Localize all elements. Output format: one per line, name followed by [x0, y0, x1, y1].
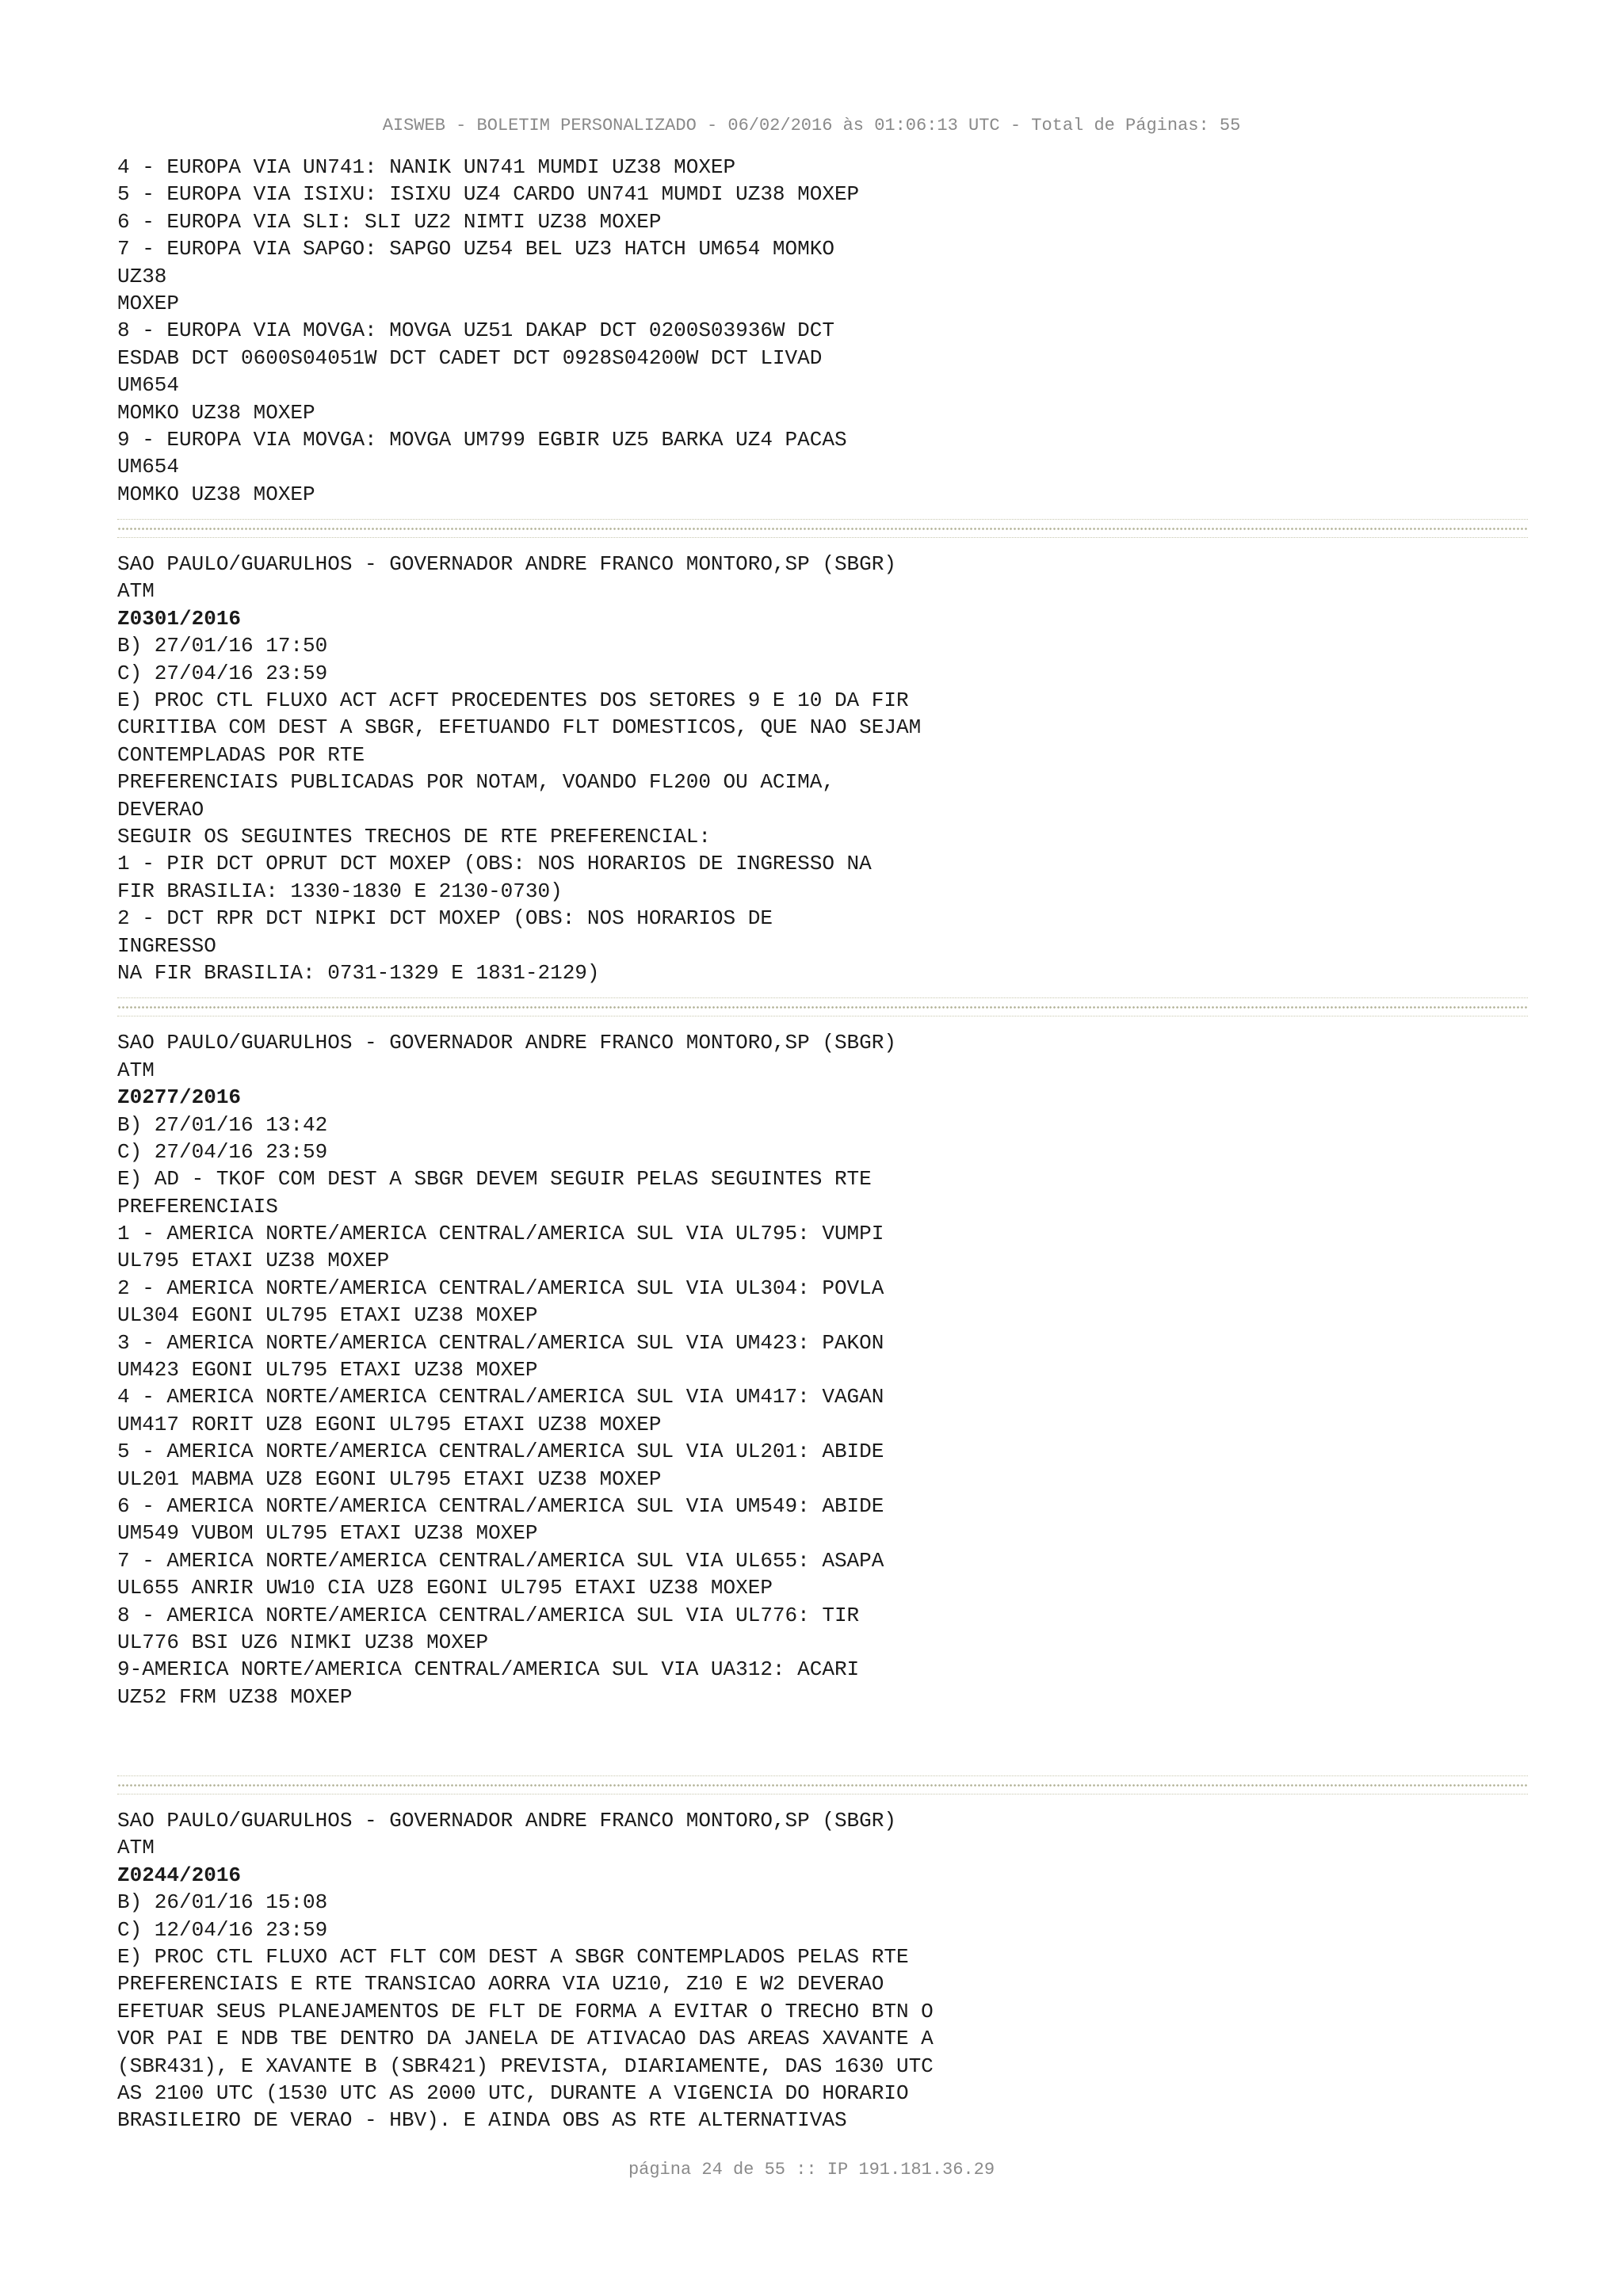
- notam-id: Z0301/2016: [117, 606, 242, 631]
- notam-text-line: PREFERENCIAIS: [117, 1194, 278, 1219]
- notam-text-line: UZ38: [117, 264, 167, 288]
- notam-text-line: 5 - EUROPA VIA ISIXU: ISIXU UZ4 CARDO UN741 MUMDI UZ38 MOXEP: [117, 182, 860, 207]
- notam-text-line: E) PROC CTL FLUXO ACT ACFT PROCEDENTES DOS SETORES 9 E 10 DA FIR: [117, 688, 909, 713]
- notam-id: Z0277/2016: [117, 1085, 242, 1110]
- continuation-block: [117, 154, 1528, 508]
- notam-separator: [117, 1775, 1528, 1794]
- notam-text-line: UL776 BSI UZ6 NIMKI UZ38 MOXEP: [117, 1630, 489, 1654]
- notam-start: B) 26/01/16 15:08: [117, 1890, 328, 1915]
- notam-text-line: 6 - EUROPA VIA SLI: SLI UZ2 NIMTI UZ38 MOXEP: [117, 209, 662, 234]
- notam-aerodrome: SAO PAULO/GUARULHOS - GOVERNADOR ANDRE FRANCO MONTORO,SP (SBGR): [117, 1809, 896, 1833]
- notam-category: ATM: [117, 1836, 155, 1860]
- notam-text-line: 2 - DCT RPR DCT NIPKI DCT MOXEP (OBS: NOS HORARIOS DE: [117, 906, 773, 931]
- notam-text-line: UM417 RORIT UZ8 EGONI UL795 ETAXI UZ38 MOXEP: [117, 1412, 662, 1436]
- notam-text-line: UM654: [117, 455, 180, 479]
- notam-entry: [117, 551, 1528, 986]
- notam-end: C) 27/04/16 23:59: [117, 1139, 328, 1164]
- notam-text-line: 4 - AMERICA NORTE/AMERICA CENTRAL/AMERICA SUL VIA UM417: VAGAN: [117, 1385, 884, 1409]
- notam-text-line: MOXEP: [117, 291, 180, 315]
- notam-text-line: 5 - AMERICA NORTE/AMERICA CENTRAL/AMERICA SUL VIA UL201: ABIDE: [117, 1440, 884, 1464]
- notam-text-line: UL201 MABMA UZ8 EGONI UL795 ETAXI UZ38 MOXEP: [117, 1466, 662, 1491]
- notam-text-line: EFETUAR SEUS PLANEJAMENTOS DE FLT DE FORMA A EVITAR O TRECHO BTN O: [117, 1999, 934, 2023]
- page-footer: página 24 de 55 :: IP 191.181.36.29: [628, 2160, 995, 2180]
- notam-start: B) 27/01/16 17:50: [117, 634, 328, 658]
- notam-text-line: E) AD - TKOF COM DEST A SBGR DEVEM SEGUIR PELAS SEGUINTES RTE: [117, 1167, 872, 1192]
- notam-text-line: AS 2100 UTC (1530 UTC AS 2000 UTC, DURANTE A VIGENCIA DO HORARIO: [117, 2081, 909, 2105]
- notam-text-line: UM423 EGONI UL795 ETAXI UZ38 MOXEP: [117, 1358, 538, 1383]
- notam-start: B) 27/01/16 13:42: [117, 1112, 328, 1137]
- notam-text-line: UL795 ETAXI UZ38 MOXEP: [117, 1249, 390, 1273]
- notam-end: C) 12/04/16 23:59: [117, 1917, 328, 1942]
- notam-entry: [117, 1029, 1528, 1711]
- notam-text-line: 1 - AMERICA NORTE/AMERICA CENTRAL/AMERICA SUL VIA UL795: VUMPI: [117, 1222, 884, 1246]
- notam-text-line: 9 - EUROPA VIA MOVGA: MOVGA UM799 EGBIR UZ5 BARKA UZ4 PACAS: [117, 427, 847, 452]
- notam-entry: [117, 1807, 1528, 2134]
- notam-text-line: FIR BRASILIA: 1330-1830 E 2130-0730): [117, 879, 563, 903]
- notam-text-line: (SBR431), E XAVANTE B (SBR421) PREVISTA, DIARIAMENTE, DAS 1630 UTC: [117, 2054, 934, 2078]
- notam-text-line: 9-AMERICA NORTE/AMERICA CENTRAL/AMERICA SUL VIA UA312: ACARI: [117, 1657, 860, 1682]
- notam-end: C) 27/04/16 23:59: [117, 661, 328, 685]
- notam-separator: [117, 997, 1528, 1016]
- notam-text-line: CONTEMPLADAS POR RTE: [117, 742, 365, 767]
- notam-text-line: NA FIR BRASILIA: 0731-1329 E 1831-2129): [117, 960, 600, 985]
- notam-text-line: E) PROC CTL FLUXO ACT FLT COM DEST A SBGR CONTEMPLADOS PELAS RTE: [117, 1945, 909, 1970]
- notam-text-line: 1 - PIR DCT OPRUT DCT MOXEP (OBS: NOS HORARIOS DE INGRESSO NA: [117, 852, 872, 876]
- notam-text-line: ESDAB DCT 0600S04051W DCT CADET DCT 0928S04200W DCT LIVAD: [117, 345, 823, 370]
- notam-text-line: PREFERENCIAIS PUBLICADAS POR NOTAM, VOANDO FL200 OU ACIMA,: [117, 770, 834, 795]
- notam-text-line: UM549 VUBOM UL795 ETAXI UZ38 MOXEP: [117, 1521, 538, 1546]
- notam-text-line: 3 - AMERICA NORTE/AMERICA CENTRAL/AMERICA SUL VIA UM423: PAKON: [117, 1330, 884, 1355]
- notam-text-line: 7 - EUROPA VIA SAPGO: SAPGO UZ54 BEL UZ3 HATCH UM654 MOMKO: [117, 237, 834, 261]
- notam-text-line: PREFERENCIAIS E RTE TRANSICAO AORRA VIA UZ10, Z10 E W2 DEVERAO: [117, 1972, 884, 1997]
- notam-text-line: UM654: [117, 373, 180, 398]
- notam-text-line: SEGUIR OS SEGUINTES TRECHOS DE RTE PREFERENCIAL:: [117, 824, 711, 849]
- page-header: AISWEB - BOLETIM PERSONALIZADO - 06/02/2016 às 01:06:13 UTC - Total de Páginas: 55: [382, 116, 1241, 135]
- notam-text-line: UL655 ANRIR UW10 CIA UZ8 EGONI UL795 ETAXI UZ38 MOXEP: [117, 1576, 773, 1600]
- notam-text-line: 2 - AMERICA NORTE/AMERICA CENTRAL/AMERICA SUL VIA UL304: POVLA: [117, 1276, 884, 1300]
- notam-text-line: MOMKO UZ38 MOXEP: [117, 482, 315, 506]
- notam-text-line: UL304 EGONI UL795 ETAXI UZ38 MOXEP: [117, 1303, 538, 1328]
- notam-text-line: 7 - AMERICA NORTE/AMERICA CENTRAL/AMERICA SUL VIA UL655: ASAPA: [117, 1548, 884, 1573]
- notam-text-line: BRASILEIRO DE VERAO - HBV). E AINDA OBS AS RTE ALTERNATIVAS: [117, 2108, 847, 2133]
- notam-aerodrome: SAO PAULO/GUARULHOS - GOVERNADOR ANDRE FRANCO MONTORO,SP (SBGR): [117, 1031, 896, 1055]
- notam-text-line: 6 - AMERICA NORTE/AMERICA CENTRAL/AMERICA SUL VIA UM549: ABIDE: [117, 1493, 884, 1518]
- notam-text-line: UZ52 FRM UZ38 MOXEP: [117, 1684, 353, 1709]
- notam-separator: [117, 519, 1528, 538]
- notam-category: ATM: [117, 579, 155, 604]
- notam-id: Z0244/2016: [117, 1863, 242, 1887]
- notam-text-line: DEVERAO: [117, 797, 204, 822]
- notam-category: ATM: [117, 1058, 155, 1082]
- notam-text-line: INGRESSO: [117, 933, 216, 958]
- notam-aerodrome: SAO PAULO/GUARULHOS - GOVERNADOR ANDRE FRANCO MONTORO,SP (SBGR): [117, 552, 896, 577]
- notam-text-line: 8 - AMERICA NORTE/AMERICA CENTRAL/AMERICA SUL VIA UL776: TIR: [117, 1603, 860, 1627]
- notam-text-line: CURITIBA COM DEST A SBGR, EFETUANDO FLT DOMESTICOS, QUE NAO SEJAM: [117, 715, 922, 740]
- notam-text-line: 4 - EUROPA VIA UN741: NANIK UN741 MUMDI UZ38 MOXEP: [117, 155, 736, 179]
- bulletin-content: [117, 154, 1528, 2134]
- notam-text-line: MOMKO UZ38 MOXEP: [117, 400, 315, 425]
- notam-text-line: 8 - EUROPA VIA MOVGA: MOVGA UZ51 DAKAP DCT 0200S03936W DCT: [117, 318, 834, 343]
- blank-gap: [117, 1711, 1528, 1764]
- notam-text-line: VOR PAI E NDB TBE DENTRO DA JANELA DE ATIVACAO DAS AREAS XAVANTE A: [117, 2027, 934, 2051]
